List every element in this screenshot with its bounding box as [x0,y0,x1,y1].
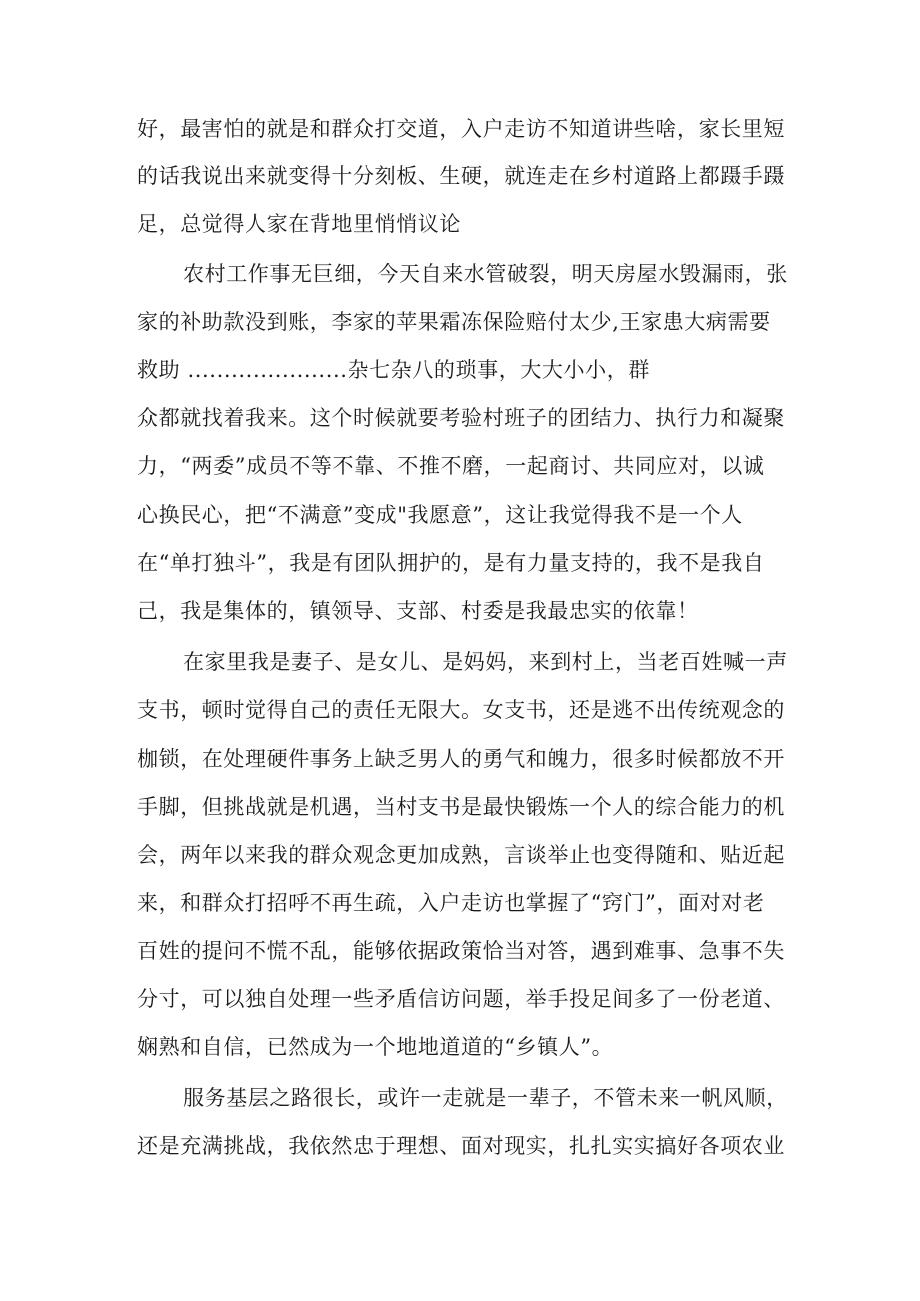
text-line: 众都就找着我来。这个时候就要考验村班子的团结力、执行力和凝聚 [137,406,785,430]
text-line: 己，我是集体的，镇领导、支部、村委是我最忠实的依靠！ [137,599,699,623]
paragraph-first-line: 农村工作事无巨细，今天自来水管破裂，明天房屋水毁漏雨，张 [183,262,788,286]
text-line: 在“单打独斗”，我是有团队拥护的，是有力量支持的，我不是我自 [137,551,765,575]
text-line: 百姓的提问不慌不乱，能够依据政策恰当对答，遇到难事、急事不失 [137,939,785,963]
text-line: 会，两年以来我的群众观念更加成熟，言谈举止也变得随和、贴近起 [137,843,785,867]
text-line: 还是充满挑战，我依然忠于理想、面对现实，扎扎实实搞好各项农业 [137,1134,785,1158]
text-line: 枷锁，在处理硬件事务上缺乏男人的勇气和魄力，很多时候都放不开 [137,747,785,771]
text-line: 娴熟和自信，已然成为一个地地道道的“乡镇人”。 [137,1035,614,1059]
text-line: 心换民心，把“不满意”变成"我愿意”，这让我觉得我不是一个人 [137,503,743,527]
text-line: 足，总觉得人家在背地里悄悄议论 [137,212,461,236]
text-line: 的话我说出来就变得十分刻板、生硬，就连走在乡村道路上都蹑手蹑 [137,164,785,188]
text-line: 来，和群众打招呼不再生疏，入户走访也掌握了“窍门”，面对对老 [137,891,765,915]
text-line: 好，最害怕的就是和群众打交道，入户走访不知道讲些啥，家长里短 [137,117,785,141]
paragraph-first-line: 在家里我是妻子、是女儿、是妈妈，来到村上，当老百姓喊一声 [183,650,788,674]
text-line: 手脚，但挑战就是机遇，当村支书是最快锻炼一个人的综合能力的机 [137,795,785,819]
text-line: 家的补助款没到账，李家的苹果霜冻保险赔付太少,王家患大病需要 [137,310,771,334]
text-line: 分寸，可以独自处理一些矛盾信访问题，举手投足间多了一份老道、 [137,987,785,1011]
paragraph-first-line: 服务基层之路很长，或许一走就是一辈子，不管未来一帆风顺， [183,1086,788,1110]
text-line: 支书，顿时觉得自己的责任无限大。女支书，还是逃不出传统观念的 [137,698,785,722]
text-line: 力，“两委”成员不等不靠、不推不磨，一起商讨、共同应对，以诚 [137,454,765,478]
text-line: 救助 ......................杂七杂八的琐事，大大小小，群 [137,358,650,382]
